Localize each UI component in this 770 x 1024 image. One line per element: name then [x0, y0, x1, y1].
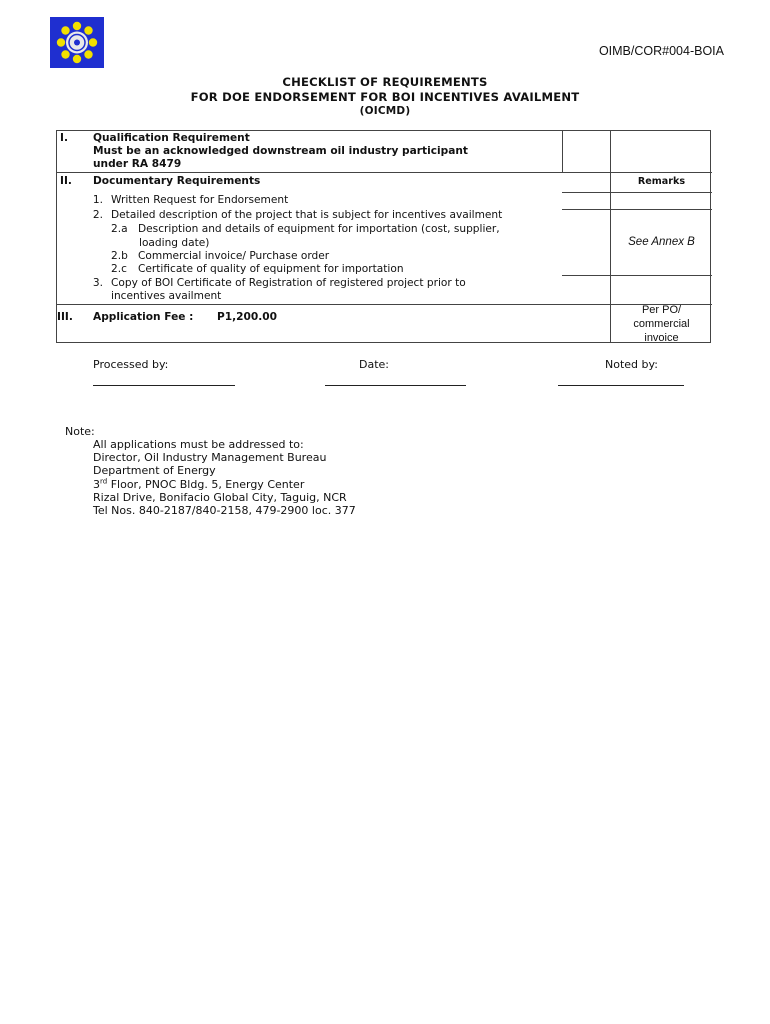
- requirements-table: [56, 130, 711, 343]
- document-reference: OIMB/COR#004-BOIA: [598, 44, 724, 58]
- section-3-heading: Application Fee :: [93, 311, 194, 323]
- table-divider: [562, 275, 712, 276]
- note-line: Director, Oil Industry Management Bureau: [93, 451, 327, 465]
- remarks-header: Remarks: [637, 176, 686, 187]
- doe-seal-icon: [50, 17, 104, 68]
- item-number: 2.b: [111, 250, 128, 262]
- remark-po-2: commercial: [633, 318, 690, 330]
- table-divider: [57, 172, 562, 173]
- floor-number: 3: [93, 477, 100, 491]
- note-line: Tel Nos. 840-2187/840-2158, 479-2900 loc. 377: [93, 504, 356, 518]
- date-label: Date:: [359, 358, 389, 371]
- item-number: 3.: [92, 277, 103, 289]
- note-line: Rizal Drive, Bonifacio Global City, Taguig, NCR: [93, 490, 347, 504]
- note-label: Note:: [65, 425, 95, 438]
- title-line-2: FOR DOE ENDORSEMENT FOR BOI INCENTIVES AVAILMENT: [190, 90, 580, 104]
- item-text: Detailed description of the project that is subject for incentives availment: [111, 209, 503, 221]
- item-text: Description and details of equipment for importation (cost, supplier,: [138, 223, 500, 235]
- processed-by-label: Processed by:: [93, 358, 169, 371]
- table-divider: [562, 192, 712, 193]
- remark-po-3: invoice: [644, 332, 679, 344]
- note-address: [93, 438, 356, 517]
- table-divider: [562, 172, 712, 173]
- noted-by-label: Noted by:: [605, 358, 658, 371]
- floor-ordinal: rd: [100, 476, 108, 485]
- item-number: 2.a: [111, 223, 128, 235]
- section-1-line-2: Must be an acknowledged downstream oil industry participant: [93, 145, 468, 157]
- note-line: Department of Energy: [93, 464, 216, 478]
- section-3-numeral: III.: [57, 311, 73, 323]
- remark-annex: See Annex B: [628, 236, 695, 248]
- section-2-heading: Documentary Requirements: [93, 175, 261, 187]
- application-fee-amount: P1,200.00: [217, 311, 278, 323]
- item-text: loading date): [139, 237, 210, 249]
- item-number: 2.c: [111, 263, 127, 275]
- note-line: [93, 478, 356, 491]
- title-line-1: CHECKLIST OF REQUIREMENTS: [282, 75, 488, 89]
- section-1-heading: Qualification Requirement: [93, 132, 250, 144]
- processed-by-signature-line[interactable]: [93, 385, 235, 386]
- floor-address: Floor, PNOC Bldg. 5, Energy Center: [107, 477, 305, 491]
- table-divider: [562, 209, 712, 210]
- item-text: Commercial invoice/ Purchase order: [138, 250, 330, 262]
- note-line: All applications must be addressed to:: [93, 438, 304, 451]
- item-text: Written Request for Endorsement: [111, 194, 289, 206]
- item-number: 2.: [92, 209, 103, 221]
- noted-by-signature-line[interactable]: [558, 385, 684, 386]
- item-text: Copy of BOI Certificate of Registration of registered project prior to: [111, 277, 466, 289]
- title-line-3: (OICMD): [359, 105, 411, 117]
- item-text: Certificate of quality of equipment for importation: [138, 263, 404, 275]
- section-1-numeral: I.: [60, 132, 68, 144]
- table-divider: [562, 131, 563, 173]
- item-number: 1.: [92, 194, 103, 206]
- section-2-numeral: II.: [60, 175, 72, 187]
- item-text: incentives availment: [111, 290, 222, 302]
- date-signature-line[interactable]: [325, 385, 466, 386]
- remark-po-1: Per PO/: [641, 304, 682, 316]
- section-1-line-3: under RA 8479: [93, 158, 182, 170]
